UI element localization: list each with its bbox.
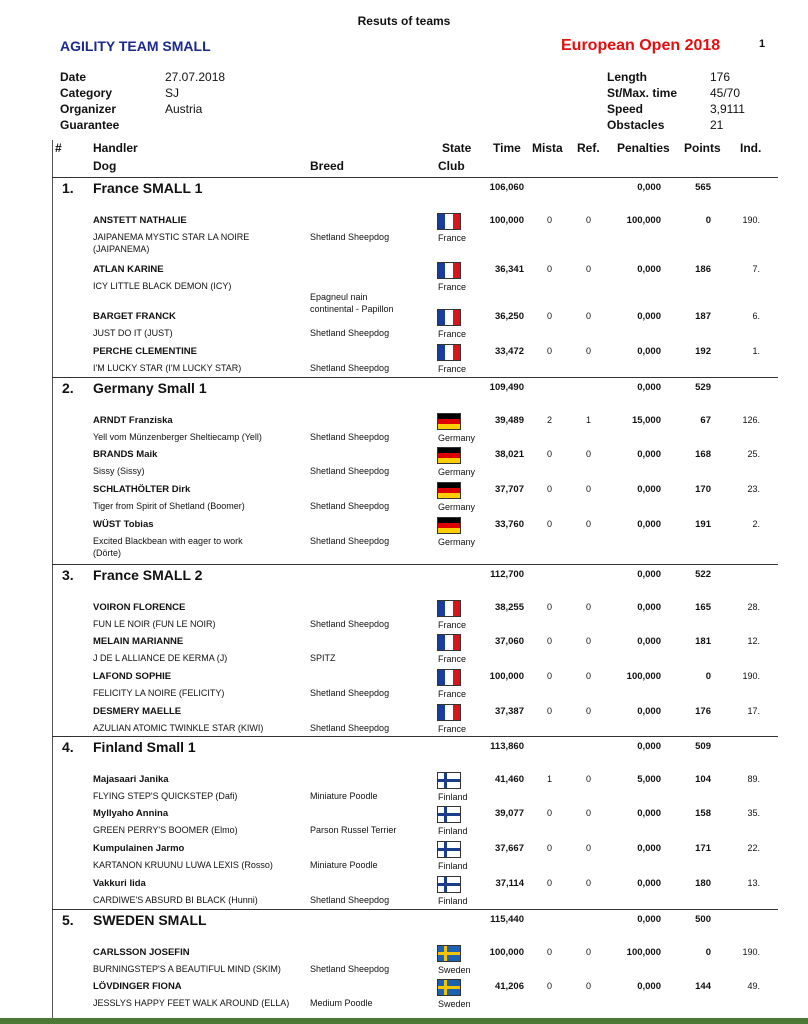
handler-name: ANSTETT NATHALIE: [93, 215, 187, 226]
penalties: 0,000: [637, 449, 661, 460]
penalties: 15,000: [631, 415, 661, 426]
run-time: 38,255: [494, 602, 524, 613]
points: 0: [705, 671, 711, 682]
penalties: 0,000: [637, 636, 661, 647]
breed: Shetland Sheepdog: [310, 501, 390, 511]
handler-name: PERCHE CLEMENTINE: [93, 346, 197, 357]
individual-rank: 23.: [747, 484, 760, 494]
club-country: France: [438, 724, 467, 734]
breed: Epagneul nain: [310, 292, 368, 302]
dog-name: JAIPANEMA MYSTIC STAR LA NOIRE: [93, 232, 250, 242]
club-country: Finland: [438, 826, 468, 836]
flag-icon: [437, 309, 461, 326]
team-penalties: 0,000: [637, 741, 661, 752]
header-handler: Handler: [93, 141, 138, 155]
header-mista: Mista: [532, 141, 563, 155]
team-points: 565: [695, 182, 711, 193]
team-penalties: 0,000: [637, 914, 661, 925]
flag-icon: [437, 979, 461, 996]
penalties: 100,000: [626, 671, 661, 682]
team-rank: 4.: [62, 739, 74, 755]
penalties: 0,000: [637, 602, 661, 613]
handler-name: LÖVDINGER FIONA: [93, 981, 182, 992]
flag-icon: [437, 806, 461, 823]
team-divider: [52, 736, 778, 737]
header-ref: Ref.: [577, 141, 600, 155]
flag-icon: [437, 669, 461, 686]
faults: 0: [546, 519, 552, 529]
info-label: St/Max. time: [607, 86, 678, 100]
club-country: Finland: [438, 792, 468, 802]
run-time: 37,387: [494, 706, 524, 717]
team-name: Finland Small 1: [93, 739, 196, 755]
refusals: 0: [585, 346, 591, 356]
info-value: Austria: [165, 102, 203, 116]
club-country: France: [438, 364, 467, 374]
faults: 0: [546, 311, 552, 321]
info-label: Guarantee: [60, 118, 120, 132]
individual-rank: 89.: [747, 774, 760, 784]
breed: Shetland Sheepdog: [310, 232, 390, 242]
run-time: 36,341: [494, 264, 524, 275]
penalties: 0,000: [637, 484, 661, 495]
club-country: Germany: [438, 537, 476, 547]
header-state: State: [442, 141, 472, 155]
info-value: 3,9111: [710, 102, 745, 116]
run-time: 100,000: [489, 671, 524, 682]
points: 191: [695, 519, 711, 530]
penalties: 0,000: [637, 519, 661, 530]
refusals: 0: [585, 878, 591, 888]
team-rank: 3.: [62, 567, 74, 583]
faults: 0: [546, 484, 552, 494]
team-name: France SMALL 2: [93, 567, 203, 583]
handler-name: BARGET FRANCK: [93, 311, 176, 322]
team-divider: [52, 909, 778, 910]
team-points: 500: [695, 914, 711, 925]
dog-name: JUST DO IT (JUST): [93, 328, 173, 338]
points: 0: [705, 215, 711, 226]
individual-rank: 190.: [742, 947, 760, 957]
breed: Shetland Sheepdog: [310, 536, 390, 546]
run-time: 37,667: [494, 843, 524, 854]
dog-name: FLYING STEP'S QUICKSTEP (Dafi): [93, 791, 238, 801]
info-label: Obstacles: [607, 118, 665, 132]
club-country: France: [438, 654, 467, 664]
dog-name: Sissy (Sissy): [93, 466, 145, 476]
flag-icon: [437, 413, 461, 430]
breed: SPITZ: [310, 653, 336, 663]
dog-name: FELICITY LA NOIRE (FELICITY): [93, 688, 225, 698]
team-name: Germany Small 1: [93, 380, 207, 396]
flag-icon: [437, 447, 461, 464]
team-points: 509: [695, 741, 711, 752]
info-value: 176: [710, 70, 731, 84]
header-club: Club: [438, 159, 465, 173]
handler-name: SCHLATHÖLTER Dirk: [93, 484, 191, 495]
breed: Shetland Sheepdog: [310, 964, 390, 974]
faults: 0: [546, 947, 552, 957]
run-time: 38,021: [494, 449, 524, 460]
dog-name: BURNINGSTEP'S A BEAUTIFUL MIND (SKIM): [93, 964, 281, 974]
refusals: 0: [585, 602, 591, 612]
dog-name: FUN LE NOIR (FUN LE NOIR): [93, 619, 216, 629]
refusals: 0: [585, 484, 591, 494]
faults: 0: [546, 215, 552, 225]
flag-icon: [437, 517, 461, 534]
dog-name: JESSLYS HAPPY FEET WALK AROUND (ELLA): [93, 998, 290, 1008]
refusals: 0: [585, 671, 591, 681]
faults: 0: [546, 602, 552, 612]
refusals: 0: [585, 264, 591, 274]
points: 0: [705, 947, 711, 958]
run-time: 36,250: [494, 311, 524, 322]
club-country: Finland: [438, 896, 468, 906]
team-time: 115,440: [490, 914, 524, 925]
team-points: 522: [695, 569, 711, 580]
breed: Shetland Sheepdog: [310, 895, 390, 905]
points: 187: [695, 311, 711, 322]
flag-icon: [437, 945, 461, 962]
points: 144: [695, 981, 711, 992]
individual-rank: 17.: [747, 706, 760, 716]
individual-rank: 190.: [742, 671, 760, 681]
info-label: Organizer: [60, 102, 117, 116]
team-name: France SMALL 1: [93, 180, 203, 196]
faults: 0: [546, 706, 552, 716]
breed: Shetland Sheepdog: [310, 723, 390, 733]
club-country: Sweden: [438, 965, 471, 975]
bottom-bar: [0, 1018, 808, 1024]
points: 180: [695, 878, 711, 889]
team-time: 112,700: [490, 569, 524, 580]
header-dog: Dog: [93, 159, 117, 173]
handler-name: ARNDT Franziska: [93, 415, 173, 426]
info-label: Speed: [607, 102, 644, 116]
club-country: France: [438, 620, 467, 630]
run-time: 37,114: [495, 878, 524, 889]
handler-name: Vakkuri Iida: [93, 878, 146, 889]
team-name: SWEDEN SMALL: [93, 912, 207, 928]
individual-rank: 12.: [747, 636, 760, 646]
run-time: 39,077: [494, 808, 524, 819]
refusals: 0: [585, 519, 591, 529]
individual-rank: 35.: [747, 808, 760, 818]
dog-name: GREEN PERRY'S BOOMER (Elmo): [93, 825, 238, 835]
run-time: 39,489: [494, 415, 524, 426]
penalties: 0,000: [637, 878, 661, 889]
dog-name: Yell vom Münzenberger Sheltiecamp (Yell): [93, 432, 262, 442]
breed: Shetland Sheepdog: [310, 466, 390, 476]
header-points: Points: [684, 141, 721, 155]
individual-rank: 13.: [747, 878, 760, 888]
faults: 0: [546, 981, 552, 991]
info-label: Date: [60, 70, 87, 84]
penalties: 5,000: [637, 774, 661, 785]
handler-name: CARLSSON JOSEFIN: [93, 947, 190, 958]
header-breed: Breed: [310, 159, 345, 173]
team-points: 529: [695, 382, 711, 393]
points: 171: [695, 843, 711, 854]
run-time: 33,760: [494, 519, 524, 530]
team-time: 113,860: [490, 741, 524, 752]
individual-rank: 190.: [742, 215, 760, 225]
run-time: 37,060: [494, 636, 524, 647]
refusals: 0: [585, 215, 591, 225]
dog-name: (Dörte): [93, 548, 122, 558]
club-country: Sweden: [438, 999, 471, 1009]
individual-rank: 7.: [752, 264, 760, 274]
handler-name: WÜST Tobias: [93, 519, 154, 530]
club-country: Finland: [438, 861, 468, 871]
refusals: 0: [585, 774, 591, 784]
header-penalties: Penalties: [617, 141, 670, 155]
points: 192: [695, 346, 711, 357]
team-divider: [52, 377, 778, 378]
refusals: 0: [585, 449, 591, 459]
refusals: 0: [585, 808, 591, 818]
refusals: 0: [585, 311, 591, 321]
info-label: Category: [60, 86, 113, 100]
refusals: 0: [585, 981, 591, 991]
faults: 0: [546, 636, 552, 646]
handler-name: Myllyaho Annina: [93, 808, 169, 819]
club-country: Germany: [438, 502, 476, 512]
handler-name: Kumpulainen Jarmo: [93, 843, 185, 854]
faults: 0: [546, 346, 552, 356]
breed: Shetland Sheepdog: [310, 328, 390, 338]
penalties: 0,000: [637, 808, 661, 819]
dog-name: (JAIPANEMA): [93, 244, 150, 254]
handler-name: ATLAN KARINE: [93, 264, 164, 275]
points: 176: [695, 706, 711, 717]
dog-name: Tiger from Spirit of Shetland (Boomer): [93, 501, 245, 511]
info-value: 21: [710, 118, 724, 132]
flag-icon: [437, 262, 461, 279]
team-rank: 5.: [62, 912, 74, 928]
dog-name: I'M LUCKY STAR (I'M LUCKY STAR): [93, 363, 242, 373]
breed: Shetland Sheepdog: [310, 432, 390, 442]
club-country: France: [438, 329, 467, 339]
points: 168: [695, 449, 711, 460]
individual-rank: 1.: [752, 346, 760, 356]
dog-name: KARTANON KRUUNU LUWA LEXIS (Rosso): [93, 860, 273, 870]
individual-rank: 2.: [752, 519, 760, 529]
faults: 0: [546, 449, 552, 459]
handler-name: Majasaari Janika: [93, 774, 169, 785]
club-country: France: [438, 282, 467, 292]
run-time: 100,000: [489, 947, 524, 958]
dog-name: J DE L ALLIANCE DE KERMA (J): [93, 653, 228, 663]
breed: Shetland Sheepdog: [310, 363, 390, 373]
team-penalties: 0,000: [637, 182, 661, 193]
dog-name: ICY LITTLE BLACK DEMON (ICY): [93, 281, 232, 291]
faults: 0: [546, 843, 552, 853]
page-title: Resuts of teams: [357, 14, 451, 28]
handler-name: VOIRON FLORENCE: [93, 602, 186, 613]
dog-name: CARDIWE'S ABSURD BI BLACK (Hunni): [93, 895, 258, 905]
club-country: Germany: [438, 467, 476, 477]
info-value: 45/70: [710, 86, 741, 100]
run-time: 100,000: [489, 215, 524, 226]
individual-rank: 25.: [747, 449, 760, 459]
handler-name: DESMERY MAELLE: [93, 706, 182, 717]
breed: Miniature Poodle: [310, 860, 378, 870]
points: 170: [695, 484, 711, 495]
team-rank: 2.: [62, 380, 74, 396]
individual-rank: 28.: [747, 602, 760, 612]
points: 181: [695, 636, 711, 647]
faults: 0: [546, 671, 552, 681]
penalties: 0,000: [637, 981, 661, 992]
team-divider: [52, 177, 778, 178]
faults: 0: [546, 808, 552, 818]
refusals: 0: [585, 947, 591, 957]
info-value: 27.07.2018: [165, 70, 226, 84]
faults: 1: [546, 774, 552, 784]
breed: Shetland Sheepdog: [310, 688, 390, 698]
points: 158: [695, 808, 711, 819]
header-time: Time: [493, 141, 521, 155]
run-time: 37,707: [494, 484, 524, 495]
flag-icon: [437, 841, 461, 858]
run-time: 33,472: [494, 346, 524, 357]
info-label: Length: [607, 70, 647, 84]
team-time: 109,490: [489, 382, 524, 393]
points: 67: [700, 415, 711, 426]
penalties: 0,000: [637, 264, 661, 275]
team-penalties: 0,000: [637, 382, 661, 393]
breed: Medium Poodle: [310, 998, 373, 1008]
penalties: 0,000: [637, 346, 661, 357]
breed: continental - Papillon: [310, 304, 394, 314]
page-number: 1: [759, 38, 766, 50]
team-divider: [52, 564, 778, 565]
refusals: 0: [585, 706, 591, 716]
run-time: 41,460: [494, 774, 524, 785]
team-penalties: 0,000: [637, 569, 661, 580]
club-country: Germany: [438, 433, 476, 443]
breed: Shetland Sheepdog: [310, 619, 390, 629]
breed: Miniature Poodle: [310, 791, 378, 801]
handler-name: BRANDS Maik: [93, 449, 158, 460]
individual-rank: 22.: [747, 843, 760, 853]
points: 104: [695, 774, 711, 785]
flag-icon: [437, 344, 461, 361]
flag-icon: [437, 482, 461, 499]
left-rule: [52, 140, 53, 1018]
refusals: 0: [585, 843, 591, 853]
penalties: 0,000: [637, 706, 661, 717]
flag-icon: [437, 704, 461, 721]
individual-rank: 6.: [752, 311, 760, 321]
club-country: France: [438, 233, 467, 243]
handler-name: MELAIN MARIANNE: [93, 636, 184, 647]
faults: 0: [546, 878, 552, 888]
header-ind: Ind.: [740, 141, 762, 155]
run-time: 41,206: [494, 981, 524, 992]
refusals: 1: [585, 415, 591, 425]
team-time: 106,060: [489, 182, 524, 193]
individual-rank: 49.: [747, 981, 760, 991]
penalties: 100,000: [626, 215, 661, 226]
info-value: SJ: [165, 86, 180, 100]
penalties: 100,000: [626, 947, 661, 958]
flag-icon: [437, 600, 461, 617]
individual-rank: 126.: [742, 415, 760, 425]
faults: 2: [546, 415, 552, 425]
team-rank: 1.: [62, 180, 74, 196]
dog-name: Excited Blackbean with eager to work: [93, 536, 243, 546]
flag-icon: [437, 876, 461, 893]
competition-name: AGILITY TEAM SMALL: [60, 38, 211, 54]
faults: 0: [546, 264, 552, 274]
flag-icon: [437, 213, 461, 230]
refusals: 0: [585, 636, 591, 646]
flag-icon: [437, 772, 461, 789]
handler-name: LAFOND SOPHIE: [93, 671, 172, 682]
points: 186: [695, 264, 711, 275]
points: 165: [695, 602, 711, 613]
club-country: France: [438, 689, 467, 699]
breed: Parson Russel Terrier: [310, 825, 397, 835]
penalties: 0,000: [637, 843, 661, 854]
flag-icon: [437, 634, 461, 651]
penalties: 0,000: [637, 311, 661, 322]
dog-name: AZULIAN ATOMIC TWINKLE STAR (KIWI): [93, 723, 264, 733]
header-hash: #: [55, 141, 62, 155]
event-name: European Open 2018: [561, 37, 721, 54]
